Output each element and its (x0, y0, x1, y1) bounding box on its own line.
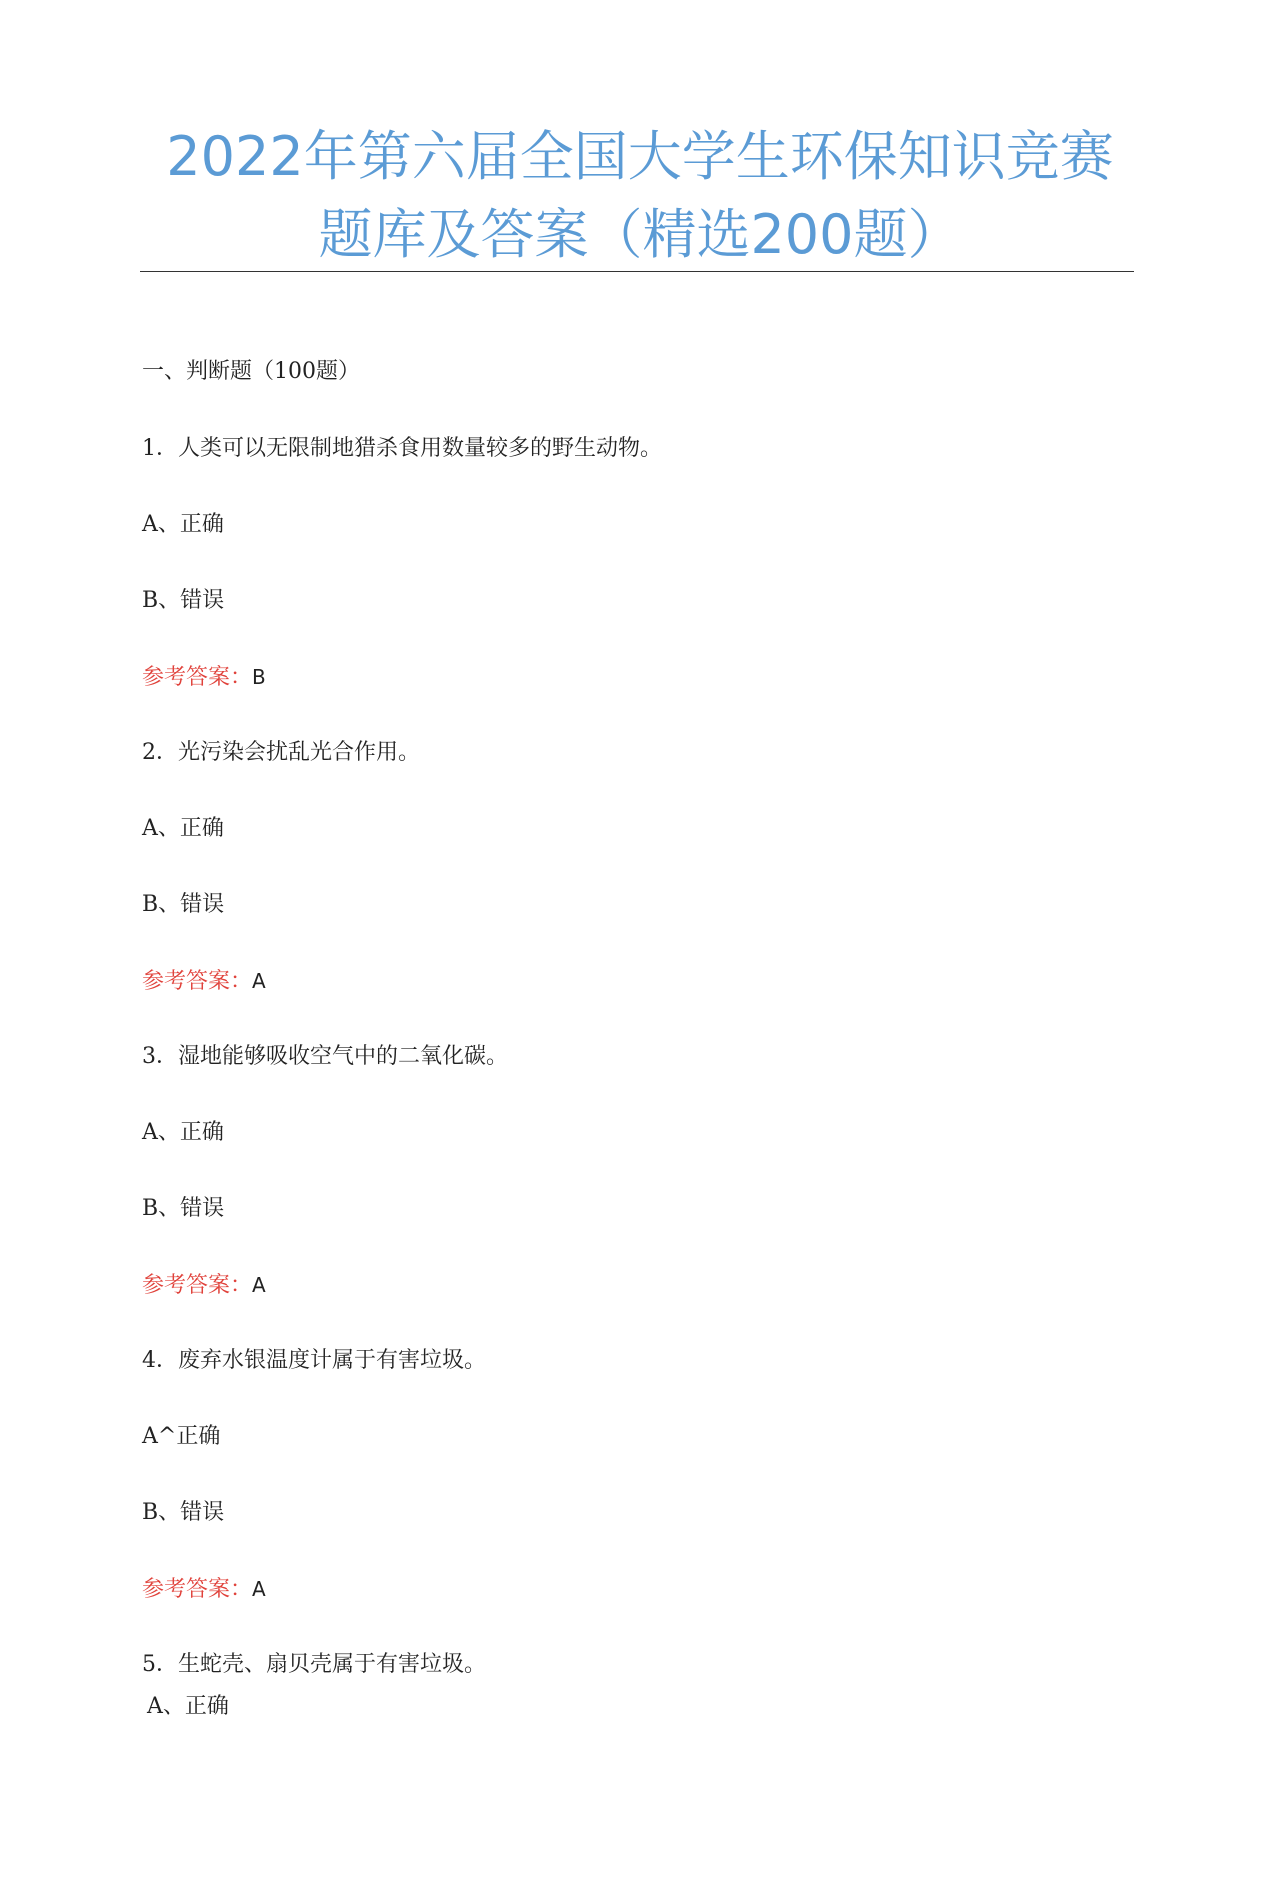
title-underline-divider (140, 271, 1134, 272)
document-title-line-1: 2022年第六届全国大学生环保知识竞赛 (166, 125, 1114, 188)
question-1-text: 1．人类可以无限制地猎杀食用数量较多的野生动物。 (142, 436, 662, 461)
question-1-option-a: A、正确 (142, 512, 224, 537)
question-3-text: 3．湿地能够吸收空气中的二氧化碳。 (142, 1044, 508, 1069)
question-3-option-b: B、错误 (142, 1196, 225, 1221)
answer-value: A (252, 969, 266, 993)
section-heading: 一、判断题（100题） (142, 359, 360, 384)
answer-label: 参考答案： (142, 1273, 253, 1298)
question-4-text: 4．废弃水银温度计属于有害垃圾。 (142, 1348, 486, 1373)
question-3-option-a: A、正确 (142, 1120, 224, 1145)
question-4-answer (142, 1574, 266, 1605)
answer-label: 参考答案： (142, 665, 253, 690)
answer-value: B (252, 665, 266, 689)
question-1-option-b: B、错误 (142, 588, 225, 613)
answer-value: A (252, 1273, 266, 1297)
document-title-line-2: 题库及答案（精选200题） (318, 203, 962, 266)
answer-label: 参考答案： (142, 969, 253, 994)
question-1-answer (142, 662, 266, 693)
question-2-option-a: A、正确 (142, 816, 224, 841)
answer-value: A (252, 1577, 266, 1601)
question-5-text: 5．生蛇壳、扇贝壳属于有害垃圾。 (142, 1652, 486, 1677)
question-4-option-b: B、错误 (142, 1500, 225, 1525)
question-5-option-a: A、正确 (147, 1694, 229, 1719)
question-2-text: 2．光污染会扰乱光合作用。 (142, 740, 420, 765)
question-2-option-b: B、错误 (142, 892, 225, 917)
question-4-option-a: A^正确 (142, 1424, 221, 1449)
answer-label: 参考答案： (142, 1577, 253, 1602)
question-2-answer (142, 966, 266, 997)
question-3-answer (142, 1270, 266, 1301)
